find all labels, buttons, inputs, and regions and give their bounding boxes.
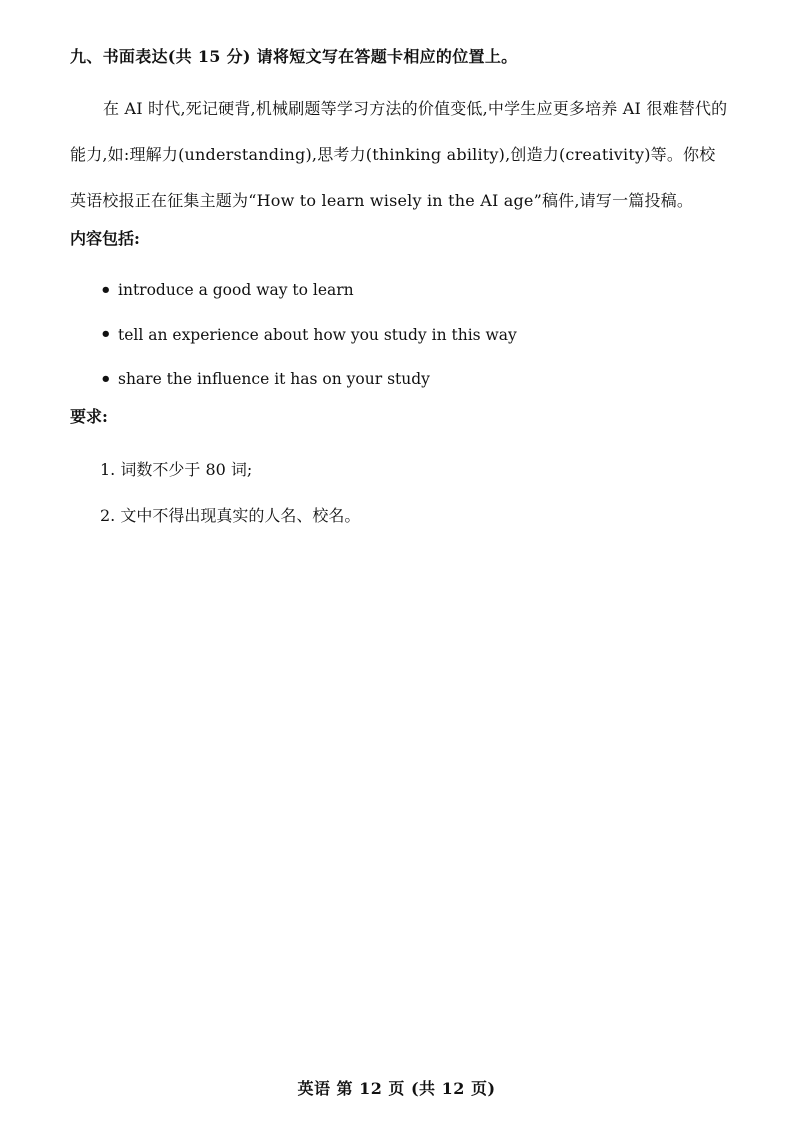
list-item-text: introduce a good way to learn bbox=[118, 281, 354, 300]
requirements-list bbox=[100, 445, 360, 537]
list-item-text: tell an experience about how you study in this way bbox=[118, 325, 517, 344]
prompt-paragraph: 在 AI 时代,死记硬背,机械刷题等学习方法的价值变低,中学生应更多培养 AI 很难替代的能力,如:理解力(understanding),思考力(thinking ability),创造力(creativity)等。你校英语校报正在征集主题为“How to learn wisely in the AI age”稿件,请写一篇投稿。 bbox=[70, 99, 728, 210]
requirement-item: 2. 文中不得出现真实的人名、校名。 bbox=[100, 505, 361, 525]
list-item bbox=[100, 357, 517, 402]
list-item-text: share the influence it has on your study bbox=[118, 370, 430, 389]
content-label: 内容包括: bbox=[70, 229, 140, 248]
requirements-label: 要求: bbox=[70, 407, 108, 426]
page-footer: 英语 第 12 页 (共 12 页) bbox=[297, 1079, 496, 1098]
bullet-icon: • bbox=[100, 368, 112, 390]
list-item bbox=[100, 268, 517, 313]
section-heading: 九、书面表达(共 15 分) 请将短文写在答题卡相应的位置上。 bbox=[70, 47, 518, 66]
bullet-icon: • bbox=[100, 324, 112, 346]
content-list bbox=[100, 268, 517, 402]
requirement-item: 1. 词数不少于 80 词; bbox=[100, 459, 253, 479]
list-item bbox=[100, 313, 517, 358]
bullet-icon: • bbox=[100, 279, 112, 301]
